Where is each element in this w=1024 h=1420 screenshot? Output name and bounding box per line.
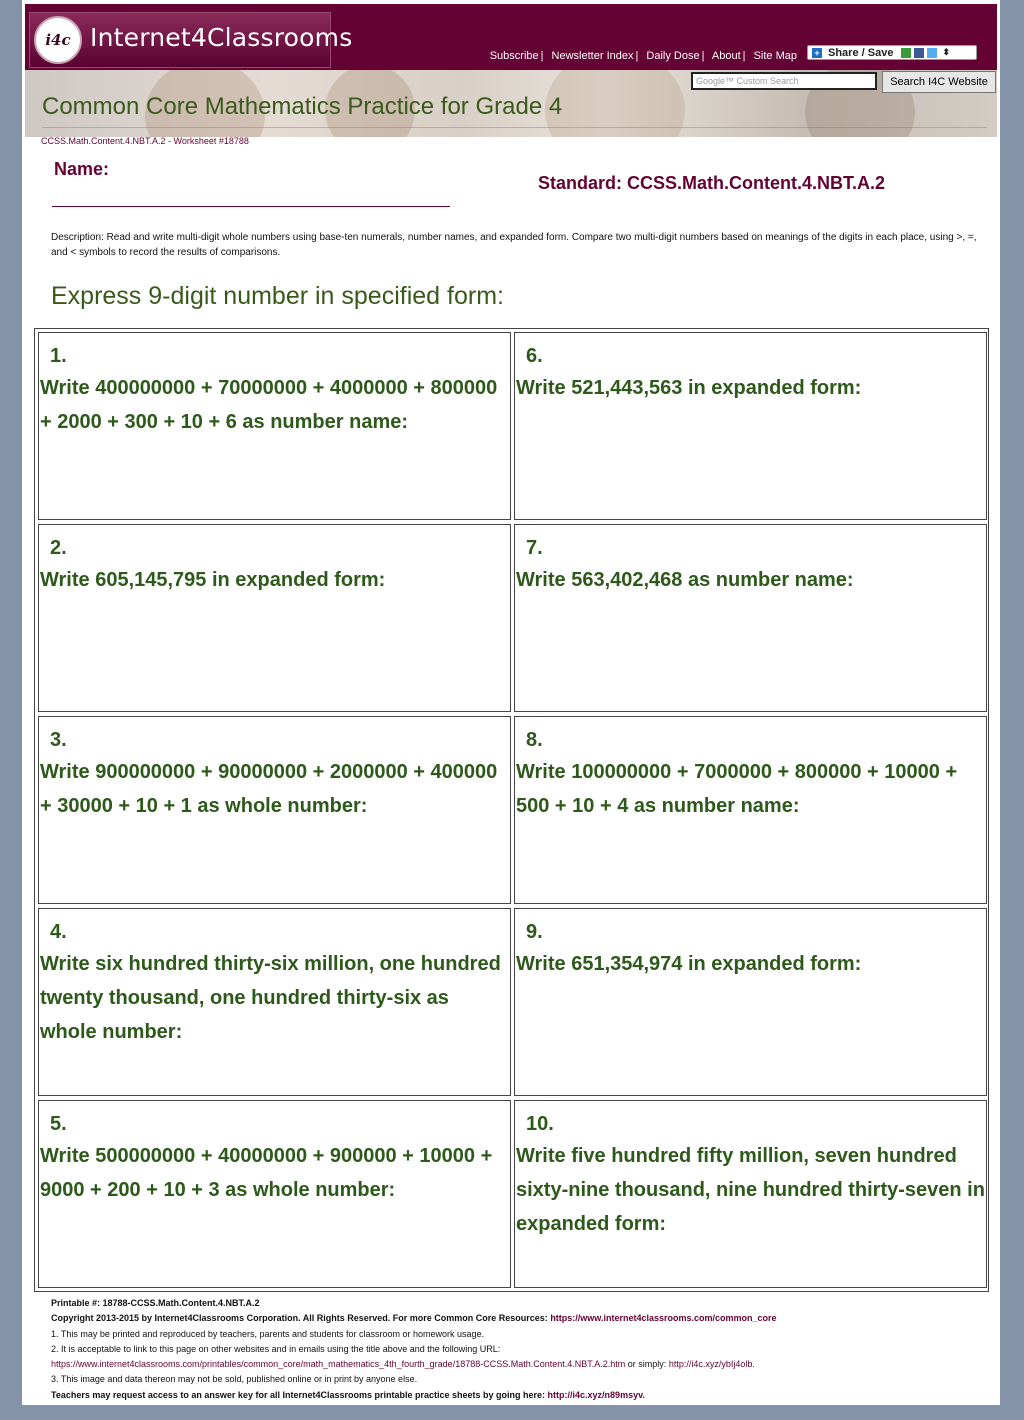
share-dropdown-icon: ⬍ — [942, 47, 950, 57]
question-cell-9 — [514, 908, 987, 1096]
question-text: Write 500000000 + 40000000 + 900000 + 10000 + 9000 + 200 + 10 + 3 as whole number: — [40, 1145, 493, 1201]
site-header — [25, 4, 997, 137]
question-text: Write 651,354,974 in expanded form: — [516, 953, 862, 975]
search-input[interactable]: Google™ Custom Search — [691, 72, 877, 90]
i4c-logo-mark: i4c — [34, 16, 82, 64]
share-save-button[interactable] — [807, 45, 977, 60]
question-cell-2 — [38, 524, 511, 712]
copyright-text: Copyright 2013-2015 by Internet4Classrooms Corporation. All Rights Reserved. For more Common Core Resources: — [51, 1313, 548, 1324]
question-cell-6 — [514, 332, 987, 520]
question-cell-3 — [38, 716, 511, 904]
question-number: 6. — [526, 345, 543, 367]
short-url-link[interactable]: http://i4c.xyz/ybIj4olb. — [668, 1359, 755, 1370]
answer-key-link[interactable]: http://i4c.xyz/n89msyv. — [547, 1389, 645, 1400]
question-number: 5. — [50, 1113, 67, 1135]
question-cell-5 — [38, 1100, 511, 1288]
question-cell-10 — [514, 1100, 987, 1288]
or-simply-text: or simply: — [627, 1359, 667, 1370]
name-line — [52, 206, 450, 207]
standard-label: Standard: CCSS.Math.Content.4.NBT.A.2 — [538, 173, 886, 193]
search-button[interactable]: Search I4C Website — [882, 71, 996, 93]
share-plus-icon: + — [812, 48, 822, 58]
question-number: 8. — [526, 729, 543, 751]
question-number: 9. — [526, 921, 543, 943]
breadcrumb: CCSS.Math.Content.4.NBT.A.2 - Worksheet #18788 — [41, 136, 249, 146]
twitter-icon — [927, 48, 937, 58]
question-cell-7 — [514, 524, 987, 712]
question-number: 4. — [50, 921, 67, 943]
question-text: Write 563,402,468 as number name: — [516, 569, 854, 591]
answer-key-text: Teachers may request access to an answer key for all Internet4Classrooms printable practice sheets by going here: — [51, 1389, 546, 1400]
worksheet-page — [22, 0, 1000, 1405]
description: Description: Read and write multi-digit whole numbers using base-ten numerals, number names, and expanded form. Compare two multi-digit numbers based on meanings of the digits in each place, using >, =, and < symbols to record the results of comparisons. — [51, 232, 977, 258]
title-divider — [42, 127, 987, 128]
question-number: 1. — [50, 345, 67, 367]
question-text: Write 100000000 + 7000000 + 800000 + 10000 + 500 + 10 + 4 as number name: — [516, 761, 958, 817]
questions-grid — [34, 328, 989, 1292]
usage-note-1: 1. This may be printed and reproduced by teachers, parents and students for classroom or homework usage. — [51, 1328, 485, 1339]
email-icon — [901, 48, 911, 58]
instruction-heading: Express 9-digit number in specified form: — [51, 282, 504, 310]
question-cell-1 — [38, 332, 511, 520]
nav-subscribe[interactable]: Subscribe — [489, 50, 539, 62]
question-text: Write five hundred fifty million, seven hundred sixty-nine thousand, nine hundred thirty-seven in expanded form: — [516, 1145, 985, 1235]
page-url-link[interactable]: https://www.internet4classrooms.com/printables/common_core/math_mathematics_4th_fourth_grade/18788-CCSS.Math.Content.4.NBT.A.2.htm — [51, 1359, 626, 1370]
question-number: 7. — [526, 537, 543, 559]
question-cell-8 — [514, 716, 987, 904]
nav-daily-dose[interactable]: Daily Dose — [646, 50, 700, 62]
url-line — [51, 1357, 991, 1372]
site-logo[interactable] — [29, 12, 353, 68]
question-number: 3. — [50, 729, 67, 751]
question-number: 10. — [526, 1113, 554, 1135]
copyright-line — [51, 1311, 991, 1326]
header-banner — [25, 70, 997, 137]
usage-note-3: 3. This image and data thereon may not be sold, published online or in print by anyone else. — [51, 1374, 418, 1385]
usage-note-2: 2. It is acceptable to link to this page on other websites and in emails using the title above and the following URL: — [51, 1343, 501, 1354]
question-text: Write 521,443,563 in expanded form: — [516, 377, 862, 399]
name-label: Name: — [54, 159, 110, 179]
answer-key-line — [51, 1388, 991, 1403]
question-number: 2. — [50, 537, 67, 559]
printable-number: Printable #: 18788-CCSS.Math.Content.4.NBT.A.2 — [51, 1298, 260, 1308]
question-text: Write 400000000 + 70000000 + 4000000 + 800000 + 2000 + 300 + 10 + 6 as number name: — [40, 377, 498, 433]
top-nav: Subscribe | Newsletter Index | Daily Dose | About | Site Map — [489, 50, 797, 62]
question-cell-4 — [38, 908, 511, 1096]
question-text: Write six hundred thirty-six million, one hundred twenty thousand, one hundred thirty-six as whole number: — [40, 953, 501, 1043]
nav-about[interactable]: About — [711, 50, 741, 62]
common-core-link[interactable]: https://www.internet4classrooms.com/common_core — [550, 1313, 777, 1324]
share-label: Share / Save — [828, 46, 894, 59]
facebook-icon — [914, 48, 924, 58]
nav-site-map[interactable]: Site Map — [753, 50, 797, 62]
question-text: Write 900000000 + 90000000 + 2000000 + 400000 + 30000 + 10 + 1 as whole number: — [40, 761, 498, 817]
logo-text: Internet4Classrooms — [90, 23, 353, 52]
page-title: Common Core Mathematics Practice for Grade 4 — [42, 93, 563, 120]
footer — [51, 1296, 991, 1403]
question-text: Write 605,145,795 in expanded form: — [40, 569, 386, 591]
nav-newsletter-index[interactable]: Newsletter Index — [551, 50, 634, 62]
